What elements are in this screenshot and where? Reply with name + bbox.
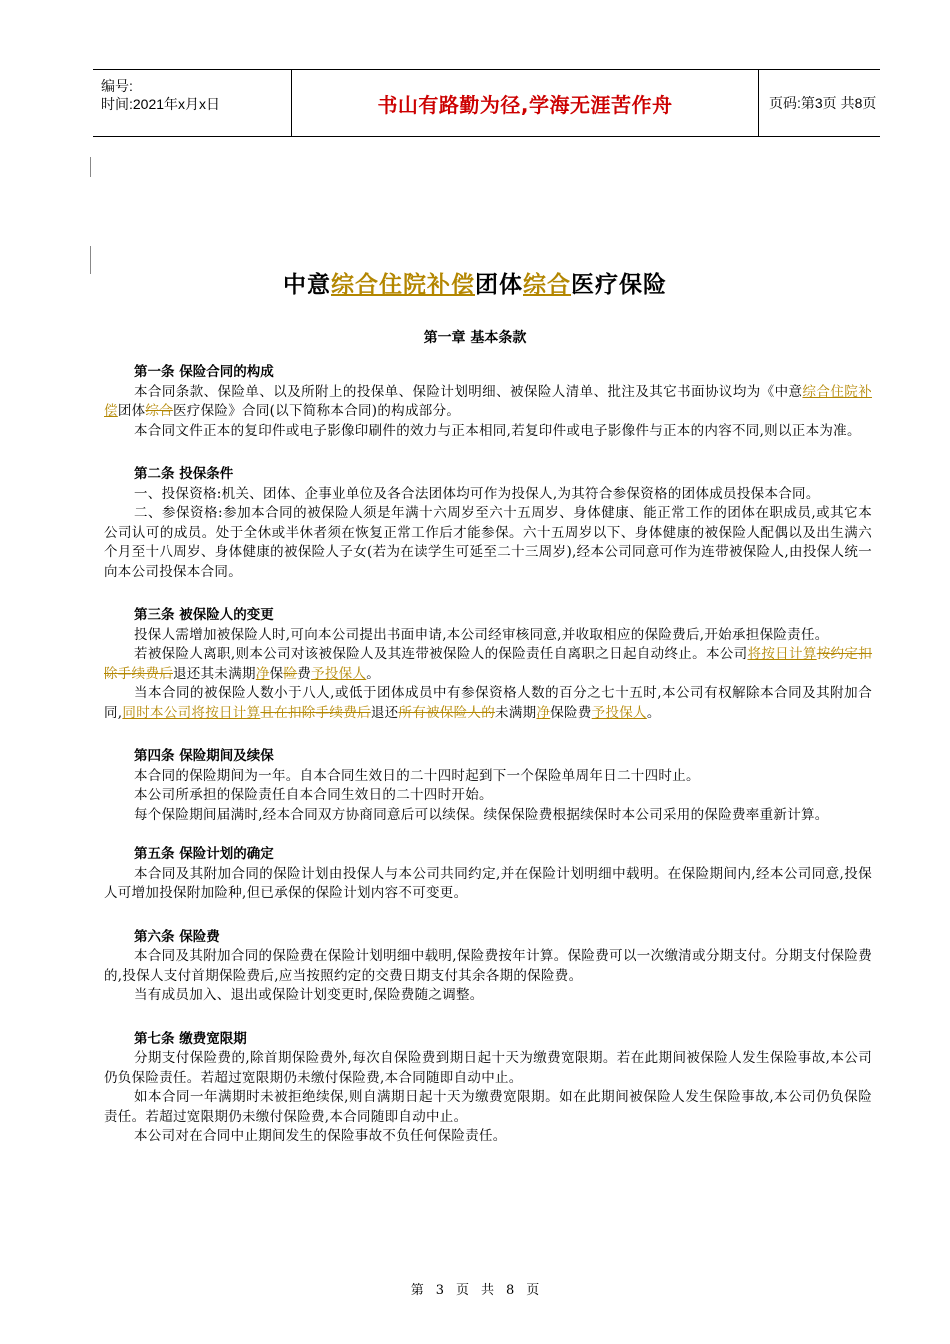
chapter-heading: 第一章 基本条款: [423, 330, 527, 346]
tracked-insertion: 综合住院补偿: [104, 383, 872, 419]
tracked-insertion: 予投保人: [591, 704, 647, 721]
paragraph: 本合同及其附加合同的保险费在保险计划明细中载明,保险费按年计算。保险费可以一次缴清或分期支付。分期支付保险费的,投保人支付首期保险费后,应当按照约定的交费日期支付其余各期的保险费。: [104, 948, 872, 984]
section-heading: 第四条 保险期间及续保: [134, 748, 274, 764]
page-info: 页码:第3页 共8页: [769, 95, 877, 111]
paragraph: 如本合同一年满期时未被拒绝续保,则自满期日起十天为缴费宽限期。如在此期间被保险人发生保险事故,本公司仍负保险责任。若超过宽限期仍未缴付保险费,本合同随即自动中止。: [104, 1089, 872, 1125]
text-run: 保险费: [550, 704, 592, 721]
paragraph: 每个保险期间届满时,经本合同双方协商同意后可以续保。续保保险费根据续保时本公司采用的保险费率重新计算。: [134, 806, 829, 823]
header-left-cell: [93, 70, 291, 136]
paragraph: [104, 684, 872, 723]
section-heading: 第二条 投保条件: [134, 466, 234, 482]
paragraph: [104, 383, 872, 422]
motto-text: 书山有路勤为径,学海无涯苦作舟: [377, 92, 673, 117]
title-insertion: 综合住院补偿: [331, 272, 475, 298]
paragraph: 二、参保资格:参加本合同的被保险人须是年满十六周岁至六十五周岁、身体健康、能正常工作的团体在职成员,或其它本公司认可的成员。处于全休或半休者须在恢复正常工作后才能参保。六十五周岁以下、身体健康的被保险人配偶以及出生满六个月至十八周岁、身体健康的被保险人子女(若为在读学生可延至二十三周岁),经本公司同意可作为连带被保险人,由投保人统一向本公司投保本合同。: [104, 505, 872, 580]
header-page-cell: [759, 70, 880, 136]
tracked-insertion: 予投保人: [311, 665, 367, 682]
page-number: 3: [435, 1283, 444, 1298]
text-run: 退还其未满期: [173, 665, 256, 682]
text-run: 未满期: [495, 704, 537, 721]
tracked-deletion: 险: [283, 665, 298, 682]
paragraph: 本公司所承担的保险责任自本合同生效日的二十四时开始。: [134, 787, 493, 803]
paragraph: 本合同及其附加合同的保险计划由投保人与本公司共同约定,并在保险计划明细中载明。在保险期间内,经本公司同意,投保人可增加投保附加险种,但已承保的保险计划内容不可变更。: [104, 865, 872, 901]
paragraph: 当有成员加入、退出或保险计划变更时,保险费随之调整。: [134, 987, 484, 1003]
total-pages: 8: [506, 1283, 515, 1298]
text-run: 团体: [117, 403, 146, 419]
footer-text: 共: [481, 1283, 495, 1298]
tracked-deletion: 综合: [145, 403, 174, 419]
tracked-deletion: 按约定扣除手续费后: [104, 646, 873, 682]
document-title: [0, 266, 950, 299]
title-insertion: 综合: [523, 272, 571, 298]
section-heading: 第五条 保险计划的确定: [134, 846, 274, 862]
text-run: 医疗保险》合同(以下简称本合同)的构成部分。: [173, 403, 461, 419]
paragraph: 本合同的保险期间为一年。自本合同生效日的二十四时起到下一个保险单周年日二十四时止。: [134, 767, 700, 784]
document-body: [104, 363, 872, 1147]
paragraph: 一、投保资格:机关、团体、企事业单位及各合法团体均可作为投保人,为其符合参保资格的团体成员投保本合同。: [134, 485, 820, 502]
footer-text: 页: [526, 1283, 540, 1298]
text-run: 保: [269, 665, 284, 682]
header-table: [93, 69, 880, 137]
paragraph: 投保人需增加被保险人时,可向本公司提出书面申请,本公司经审核同意,并收取相应的保险费后,开始承担保险责任。: [134, 626, 829, 643]
tracked-deletion: 且在扣除手续费后: [260, 704, 371, 721]
tracked-insertion: 净: [536, 704, 551, 721]
footer-text: 第: [410, 1283, 424, 1298]
text-run: 费: [297, 665, 312, 682]
text-run: 退还: [370, 704, 399, 721]
text-run: 若被保险人离职,则本公司对该被保险人及其连带被保险人的保险责任自离职之日起自动终止。本公司: [134, 646, 748, 662]
page-footer: [0, 1279, 950, 1298]
section-heading: 第三条 被保险人的变更: [134, 607, 274, 623]
tracked-insertion: 同时本公司将按日计算: [122, 704, 261, 721]
paragraph: 分期支付保险费的,除首期保险费外,每次自保险费到期日起十天为缴费宽限期。若在此期间被保险人发生保险事故,本公司仍负保险责任。若超过宽限期仍未缴付保险费,本合同随即自动中止。: [104, 1050, 872, 1086]
paragraph: 本公司对在合同中止期间发生的保险事故不负任何保险责任。: [134, 1128, 507, 1144]
text-run: 。: [646, 704, 661, 721]
footer-text: 页: [455, 1283, 469, 1298]
section-heading: 第一条 保险合同的构成: [134, 364, 274, 380]
time-label: 时间:2021年x月x日: [101, 96, 221, 112]
paragraph: [104, 645, 872, 684]
tracked-insertion: 净: [255, 665, 270, 682]
section-heading: 第七条 缴费宽限期: [134, 1030, 247, 1047]
number-label: 编号:: [101, 78, 133, 94]
title-part: 医疗保险: [571, 272, 667, 298]
title-part: 中意: [283, 272, 331, 298]
paragraph: 本合同文件正本的复印件或电子影像印刷件的效力与正本相同,若复印件或电子影像件与正本的内容不同,则以正本为准。: [134, 422, 861, 439]
header-motto-cell: [291, 70, 759, 136]
text-run: 本合同条款、保险单、以及所附上的投保单、保险计划明细、被保险人清单、批注及其它书面协议均为《中意: [134, 383, 803, 400]
tracked-insertion: 将按日计算: [747, 646, 817, 662]
title-part: 团体: [475, 272, 523, 298]
margin-marker: [90, 157, 91, 177]
section-heading: 第六条 保险费: [134, 928, 220, 945]
text-run: 。: [366, 665, 381, 682]
tracked-deletion: 所有被保险人的: [398, 704, 496, 721]
text-run: 当本合同的被保险人数小于八人,或低于团体成员中有参保资格人数的百分之七十五时,本公司有权解除本合同及其附加合同,: [104, 685, 872, 721]
